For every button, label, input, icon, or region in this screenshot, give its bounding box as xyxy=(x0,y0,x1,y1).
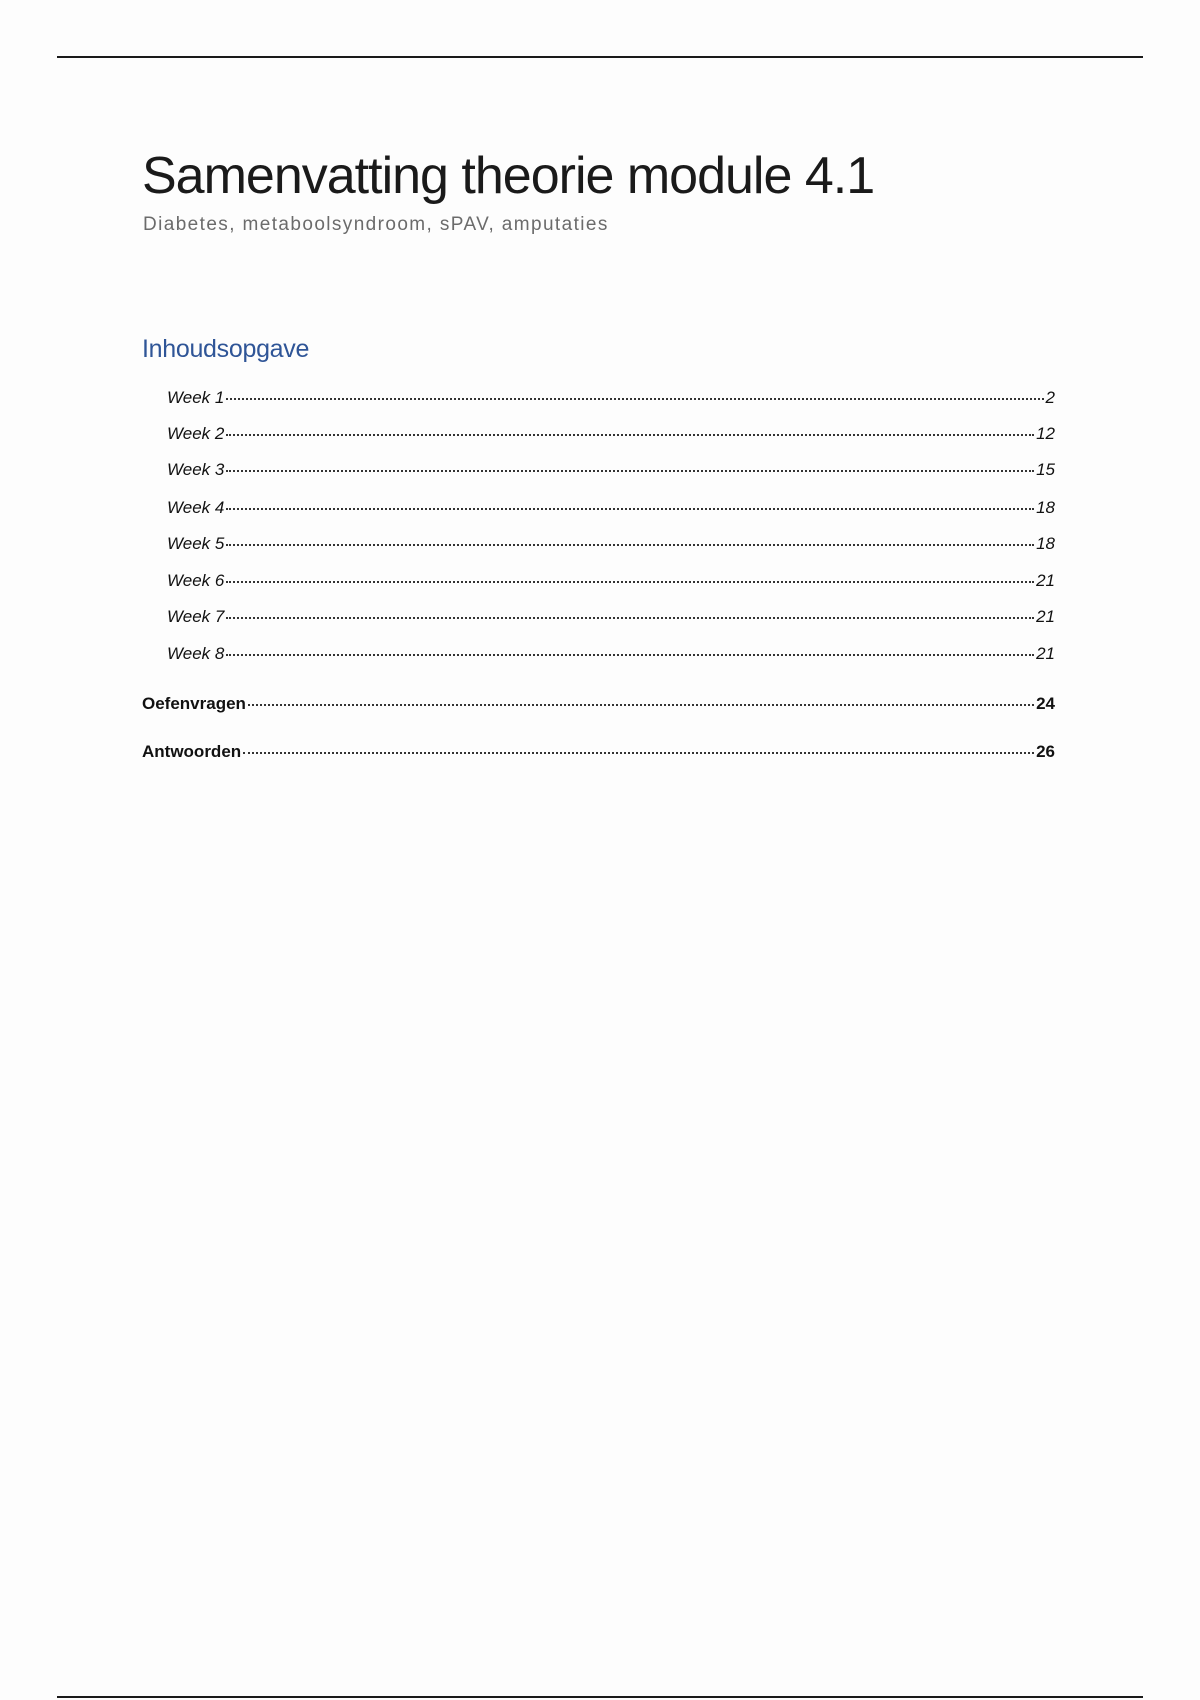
toc-entry-page: 21 xyxy=(1036,571,1055,590)
document-subtitle: Diabetes, metaboolsyndroom, sPAV, amputaties xyxy=(143,214,609,235)
toc-leader-dots xyxy=(226,544,1034,546)
toc-heading: Inhoudsopgave xyxy=(142,335,310,363)
toc-entry-week-4[interactable] xyxy=(167,497,1055,519)
footer-rule xyxy=(57,1696,1143,1698)
toc-leader-dots xyxy=(226,617,1034,619)
toc-leader-dots xyxy=(226,654,1034,656)
toc-leader-dots xyxy=(226,470,1034,472)
toc-leader-dots xyxy=(226,581,1034,583)
toc-entry-week-7[interactable] xyxy=(167,606,1055,628)
toc-leader-dots xyxy=(226,434,1034,436)
toc-entry-page: 24 xyxy=(1036,694,1055,713)
toc-leader-dots xyxy=(226,508,1034,510)
toc-entry-page: 21 xyxy=(1036,644,1055,663)
toc-entry-label: Oefenvragen xyxy=(142,694,246,713)
toc-leader-dots xyxy=(226,398,1043,400)
toc-entry-week-8[interactable] xyxy=(167,643,1055,665)
toc-entry-week-5[interactable] xyxy=(167,533,1055,555)
toc-entry-label: Week 1 xyxy=(167,388,225,407)
toc-entry-week-2[interactable] xyxy=(167,423,1055,445)
toc-entry-page: 2 xyxy=(1045,388,1055,407)
toc-entry-page: 21 xyxy=(1036,607,1055,626)
document-title: Samenvatting theorie module 4.1 xyxy=(142,147,875,205)
toc-entry-page: 26 xyxy=(1036,742,1055,761)
toc-leader-dots xyxy=(248,704,1034,706)
toc-entry-page: 12 xyxy=(1036,424,1055,443)
toc-entry-label: Week 2 xyxy=(167,424,225,443)
header-rule xyxy=(57,56,1143,58)
toc-entry-page: 18 xyxy=(1036,534,1055,553)
toc-entry-label: Week 5 xyxy=(167,534,225,553)
toc-entry-label: Antwoorden xyxy=(142,742,242,761)
toc-entry-label: Week 4 xyxy=(167,498,225,517)
toc-entry-antwoorden[interactable] xyxy=(142,741,1055,763)
toc-entry-week-3[interactable] xyxy=(167,459,1055,481)
toc-entry-page: 18 xyxy=(1036,498,1055,517)
toc-entry-label: Week 8 xyxy=(167,644,225,663)
toc-entry-label: Week 7 xyxy=(167,607,225,626)
toc-entry-oefenvragen[interactable] xyxy=(142,693,1055,715)
toc-leader-dots xyxy=(243,752,1034,754)
toc-entry-label: Week 6 xyxy=(167,571,225,590)
toc-entry-label: Week 3 xyxy=(167,460,225,479)
toc-entry-week-1[interactable] xyxy=(167,387,1055,409)
toc-entry-week-6[interactable] xyxy=(167,570,1055,592)
toc-entry-page: 15 xyxy=(1036,460,1055,479)
